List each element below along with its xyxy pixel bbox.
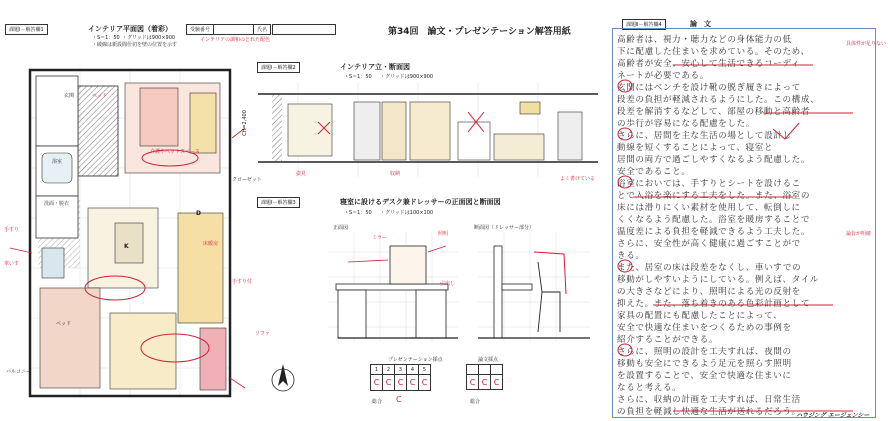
essay-line: 段差の負担が軽減されるようにした。この構成、 [617,95,820,105]
essay-line: を設置することで、安全で快適な住まいに [617,371,792,381]
essay-line: さらに、収納の計画を工夫すれば、日常生活 [617,395,801,405]
plan-annotation-6: ソファ [255,331,270,337]
exam-number-label: 受験番号 [186,24,214,35]
task2-title: インテリア立・断面図 [340,63,410,71]
essay-margin-note-3: よく書けている [560,176,596,182]
name-label: 氏名 [253,24,271,35]
presentation-score-label: プレゼンテーション採点 [388,357,443,363]
task2-scale: ・S＝1：50 [344,74,372,80]
essay-mark: C [467,375,479,390]
essay-line: なると考える。 [617,383,682,393]
task3-scale: ・S＝1：50 [344,210,372,216]
score-number: 1 [371,365,383,375]
score-mark: C [383,375,395,391]
page-title: 第34回 論文・プレゼンテーション解答用紙 [388,27,571,37]
front-view-label: 正面図 [333,225,349,231]
essay-line: 玄関にはベンチを設け靴の脱ぎ履きによって [617,83,801,93]
task1-title: インテリア平面図（着彩） [88,25,172,33]
essay-line: また、居室の床は段差をなくし、車いすでの [617,263,802,273]
essay-mark: C [479,375,491,390]
essay-score-label: 論文採点 [478,357,499,363]
essay-score-table [466,364,503,390]
floor-plan [0,48,253,420]
essay-line: くくなるよう配慮した。浴室を暖房することで [617,215,811,225]
plan-annotation-3: 手すり [4,227,20,233]
room-dining: D [196,210,201,217]
elevation-drawing [258,82,598,182]
plan-annotation-2: ベッド [92,93,108,99]
score-number: 3 [395,365,407,375]
brand-logo: ハウジング エージェンシー [796,412,870,419]
total-value: C [396,395,402,404]
north-arrow-icon [270,360,296,394]
essay-line: とで入浴を楽にする工夫をした。また、浴室の [617,191,811,201]
essay-line: 高齢者が安全、安心して生活できるコーディ [617,59,801,69]
essay-line: 移動も安全にできるよう足元を照らす照明 [617,359,792,369]
task2-grid: ・グリッドは900×900 [380,74,434,80]
task2-label: 課題Ⅰ－解答欄2 [257,62,300,73]
essay-total-label: 総合 [470,399,481,405]
essay-margin-note-2: 論旨が明確 [846,231,872,237]
essay-line: 床には滑りにくい素材を使用して、転倒しに [617,203,801,213]
task3-title: 寝室に設けるデスク兼ドレッサーの正面図と断面図 [340,198,501,206]
essay-line: 抑えた。また、落ち着きのある色彩計画として [617,299,811,309]
task3-label: 課題Ⅰ－解答欄3 [257,197,300,208]
essay-line: 温度差による負担を軽減できるよう工夫した。 [617,227,811,237]
essay-line: の大きさなどにより、照明による光の反射を [617,287,801,297]
essay-line: 紹介することができる。 [617,335,719,345]
essay-line: 家具の配置にも配慮したことによって、 [617,311,783,321]
plan-annotation-5: 床暖房 [203,241,219,247]
task4-title: 論 文 [690,20,711,28]
task3-grid: ・グリッドは100×100 [380,210,434,216]
desk-drawings [328,232,596,350]
score-mark: C [395,375,407,391]
task1-note: ・破線は新設間仕切を壁の位置を示す [92,42,178,48]
essay-line: さらに、安全性が高く健康に過ごすことがで [617,239,801,249]
essay-mark: C [491,375,503,390]
score-number: 4 [407,365,419,375]
essay-line: さらに、照明の設計を工夫すれば、夜間の [617,347,792,357]
essay-margin-note-1: 具体性が足りない [846,41,887,47]
essay-line: 高齢者は、視力・聴力などの身体能力の低 [617,35,792,45]
essay-line: 下に配慮した住まいを求めている。そのため、 [617,47,810,57]
room-entrance: 玄関 [64,93,75,99]
elev-annotation-3: CH=2,400 [241,110,248,136]
task1-scale: ・S＝1：50 [92,35,120,41]
name-box [272,24,336,35]
score-mark: C [407,375,419,391]
room-washroom: 洗面・脱衣 [44,201,70,207]
essay-red-marks [613,29,875,417]
score-mark: C [371,375,383,391]
desk-annotation-3: 引出し [440,281,456,287]
presentation-score-table [370,364,431,391]
total-label: 総合 [372,399,383,405]
task1-label: 課題Ⅰ－解答欄1 [5,24,48,35]
desk-annotation-1: ミラー [372,235,388,241]
plan-annotation-7: 手すり付 [232,279,253,285]
essay-line: 動線を短くすることによって、寝室と [617,143,774,153]
room-kitchen: K [124,243,129,250]
room-bath: 浴室 [52,159,63,165]
plan-annotation-8: 車いす [4,261,20,267]
desk-annotation-2: 照明 [438,231,449,237]
room-bed: ベッド [56,321,72,327]
task4-label: 課題Ⅱ－解答欄4 [622,19,666,30]
essay-line: の負担を軽減し快適な生活が送れるだろう。 [617,407,801,417]
room-balcony: バルコニー [6,369,32,375]
elev-annotation-1: 姿見 [296,171,307,177]
essay-line: さらに、居間を主な生活の場として設計し [617,131,792,141]
essay-line: 段差を解消するなどして、部屋の移動と高齢者 [617,107,810,117]
room-closet: クローゼット [232,177,262,183]
section-view-label: 断面図（ドレッサー部分） [474,225,534,231]
essay-line: 浴室においては、手すりとシートを設けるこ [617,179,801,189]
essay-area [612,28,876,418]
score-number: 2 [383,365,395,375]
task1-grid: ・グリッドは900×900 [122,35,176,41]
score-mark: C [419,375,431,391]
elev-annotation-2: 収納 [390,171,401,177]
essay-line: 安全であること。 [617,167,691,177]
essay-line: ネートが必要である。 [617,71,709,81]
score-number: 5 [419,365,431,375]
essay-line: の歩行が容易になる配慮をした。 [617,119,755,129]
plan-annotation-4: 介護やペットスペース [150,149,200,155]
exam-number-box [213,24,255,35]
plan-annotation-1: インテリアの調和のとれた配色 [200,37,271,43]
essay-line: 居間の両方で過ごしやすくなるよう配慮した。 [617,155,811,165]
essay-line: 移動がしやすいようにしている。例えば、タイル [617,275,820,285]
essay-line: きる。 [617,251,645,261]
essay-line: 安全で快適な住まいをつくるための事例を [617,323,792,333]
